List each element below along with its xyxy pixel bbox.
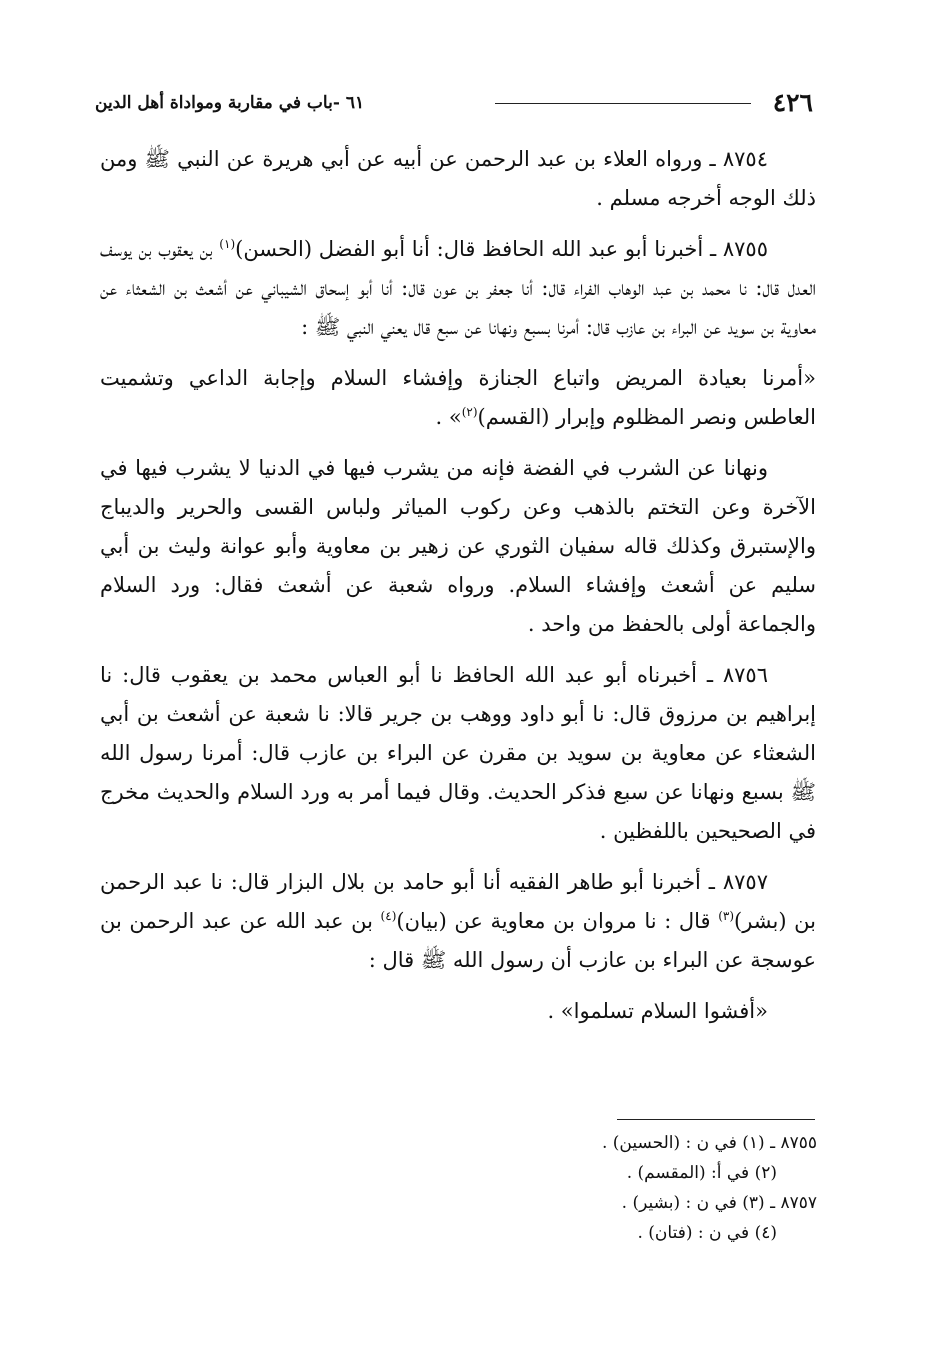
page-header	[95, 88, 813, 118]
hadith-8757	[100, 863, 816, 980]
hadith-8755-quote	[100, 359, 816, 437]
hadith-8755-text-b: بن يعقوب بن يوسف العدل قال: نا محمد بن عبد الوهاب الفراء قال: أنا جعفر بن عون قال: أنا أبو إسحاق الشيباني عن أشعث بن الشعثاء عن معاوية بن سويد عن البراء بن عازب قال: أمرنا بسبع ونهانا عن سبع قال يعني النبي ﷺ :	[100, 237, 816, 339]
header-rule	[495, 103, 751, 104]
footnotes	[317, 1128, 817, 1248]
page-body	[100, 140, 816, 1031]
hadith-8755-continuation: ونهانا عن الشرب في الفضة فإنه من يشرب فيها في الدنيا لا يشرب فيها في الآخرة وعن التختم بالذهب وعن ركوب المياثر ولباس القسى والحرير والديباج والإستبرق وكذلك قاله سفيان الثوري عن زهير بن معاوية وأبو عوانة وليث بن أبي سليم عن أشعث وإفشاء السلام. ورواه شعبة عن أشعث فقال: ورد السلام والجماعة أولى بالحفظ من واحد .	[100, 456, 816, 636]
footnote-ref-1: (١)	[219, 237, 236, 251]
footnote-rule	[617, 1119, 815, 1120]
hadith-8757-text-b: قال : نا مروان بن معاوية عن (بيان)	[396, 909, 719, 933]
footnote-2: (٢) في أ: (المقسم) .	[626, 1163, 777, 1183]
hadith-8755	[100, 230, 816, 347]
hadith-8757-quote: «أفشوا السلام تسلموا» .	[547, 999, 768, 1023]
hadith-8754: ٨٧٥٤ ـ ورواه العلاء بن عبد الرحمن عن أبيه عن أبي هريرة عن النبي ﷺ ومن ذلك الوجه أخرجه مسلم .	[100, 147, 816, 210]
footnote-4: (٤) في ن : (فتان) .	[637, 1223, 777, 1243]
hadith-8757-text-a: ٨٧٥٧ ـ أخبرنا أبو طاهر الفقيه أنا أبو حامد بن بلال البزار قال: نا عبد الرحمن بن (بشر)	[100, 870, 816, 933]
hadith-8756: ٨٧٥٦ ـ أخبرناه أبو عبد الله الحافظ نا أبو العباس محمد بن يعقوب قال: نا إبراهيم بن مرزوق قال: نا أبو داود ووهب بن جرير قالا: نا شعبة عن أشعث بن أبي الشعثاء عن معاوية بن سويد بن مقرن عن البراء بن عازب قال: أمرنا رسول الله ﷺ بسبع ونهانا عن سبع فذكر الحديث. وقال فيما أمر به ورد السلام والحديث مخرج في الصحيحين باللفظين .	[100, 663, 816, 843]
page-number: ٤٢٦	[772, 88, 813, 117]
hadith-8755-quote-text-b: » .	[435, 405, 462, 429]
footnote-1: ٨٧٥٥ ـ (١) في ن : (الحسين) .	[601, 1133, 817, 1153]
footnote-ref-2: (٢)	[461, 405, 478, 419]
hadith-8757-text-c: بن عبد الله عن عبد الرحمن بن عوسجة عن البراء بن عازب أن رسول الله ﷺ قال :	[100, 909, 816, 972]
hadith-8755-quote-text-a: «أمرنا بعيادة المريض واتباع الجنازة وإفشاء السلام وإجابة الداعي وتشميت العاطس ونصر المظلوم وإبرار (القسم)	[100, 366, 816, 429]
hadith-8755-text-a: ٨٧٥٥ ـ أخبرنا أبو عبد الله الحافظ قال: أنا أبو الفضل (الحسن)	[235, 237, 768, 261]
footnote-ref-3: (٣)	[718, 909, 735, 923]
footnote-3: ٨٧٥٧ ـ (٣) في ن : (بشير) .	[621, 1193, 817, 1213]
chapter-title: ٦١ -باب في مقاربة ومواداة أهل الدين	[95, 93, 365, 113]
footnote-ref-4: (٤)	[380, 909, 397, 923]
